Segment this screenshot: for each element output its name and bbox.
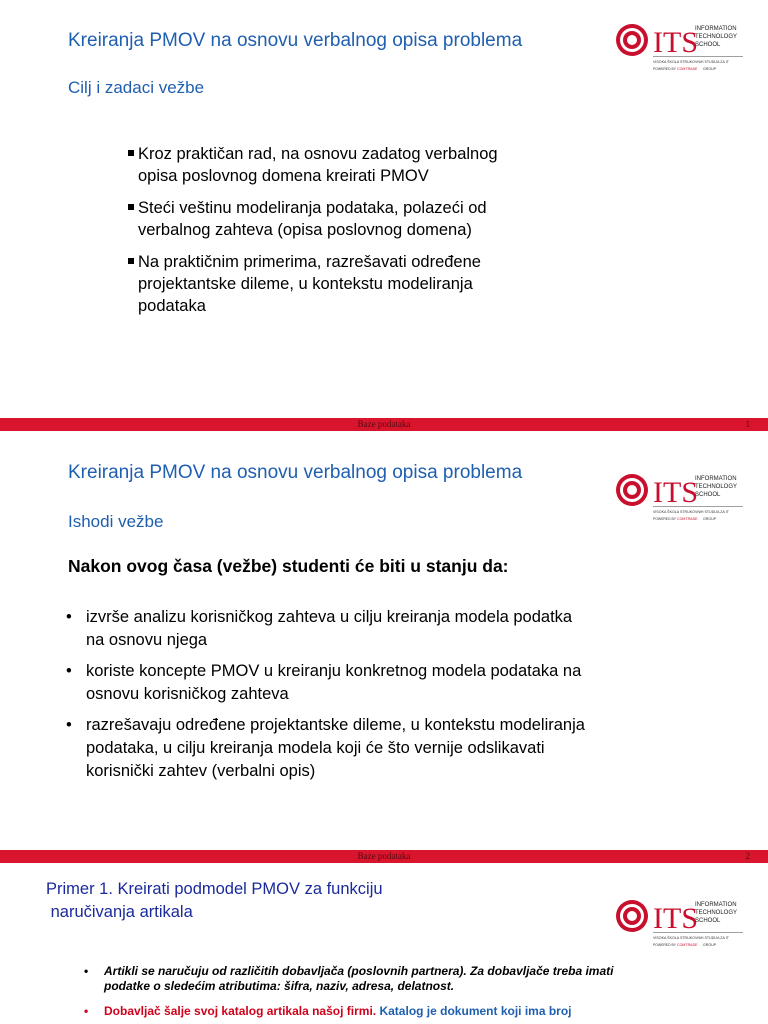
logo-brand2: GROUP bbox=[703, 943, 717, 947]
slide-1 bbox=[0, 0, 768, 432]
its-logo bbox=[615, 12, 745, 74]
logo-line3: SCHOOL bbox=[695, 918, 721, 924]
logo-line2: TECHNOLOGY bbox=[695, 34, 738, 40]
bullet-square-icon bbox=[128, 204, 134, 210]
task-list bbox=[82, 964, 722, 1024]
slide-title: Kreiranja PMOV na osnovu verbalnog opisa problema bbox=[68, 30, 523, 51]
logo-line1: INFORMATION bbox=[695, 902, 737, 908]
outcomes-list bbox=[66, 606, 686, 791]
logo-line1: INFORMATION bbox=[695, 26, 737, 32]
its-logo bbox=[615, 462, 745, 524]
bullet-dot-icon: • bbox=[84, 1004, 89, 1018]
lead-text: Nakon ovog časa (vežbe) studenti će biti u stanju da: bbox=[68, 556, 509, 576]
bullet-dot-icon: • bbox=[66, 716, 72, 734]
logo-line2: TECHNOLOGY bbox=[695, 484, 738, 490]
logo-powered: POWERED BY bbox=[653, 67, 676, 71]
red-text: Dobavljač šalje svoj katalog artikala našoj firmi. bbox=[104, 1004, 377, 1018]
list-item: • izvrše analizu korisničkog zahteva u cilju kreiranja modela podatka na osnovu njega bbox=[66, 608, 573, 649]
logo-line1: INFORMATION bbox=[695, 476, 737, 482]
slide-3 bbox=[0, 864, 768, 1024]
list-item: Steći veštinu modeliranja podataka, polazeći od verbalnog zahteva (opisa poslovnog domena) bbox=[128, 197, 588, 241]
bullet-square-icon bbox=[128, 258, 134, 264]
logo-brand1: COMTRADE bbox=[677, 67, 698, 71]
logo-letters: ITS bbox=[653, 476, 698, 509]
page-number: 1 bbox=[745, 419, 750, 429]
list-item bbox=[82, 1004, 722, 1019]
slide-2 bbox=[0, 432, 768, 864]
logo-brand2: GROUP bbox=[703, 67, 717, 71]
list-item: • koriste koncepte PMOV u kreiranju konkretnog modela podataka na osnovu korisničkog zahteva bbox=[66, 662, 582, 703]
logo-tagline: VISOKA ŠKOLA STRUKOVNIH STUDIJA ZA IT bbox=[653, 60, 729, 64]
slide-title: Kreiranja PMOV na osnovu verbalnog opisa problema bbox=[68, 462, 523, 483]
logo-powered: POWERED BY bbox=[653, 517, 676, 521]
logo-tagline: VISOKA ŠKOLA STRUKOVNIH STUDIJA ZA IT bbox=[653, 510, 729, 514]
slide-title: Primer 1. Kreirati podmodel PMOV za funkciju naručivanja artikala bbox=[46, 880, 383, 921]
logo-line3: SCHOOL bbox=[695, 492, 721, 498]
logo-brand1: COMTRADE bbox=[677, 943, 698, 947]
slide-subtitle: Cilj i zadaci vežbe bbox=[68, 78, 205, 97]
logo-line3: SCHOOL bbox=[695, 42, 721, 48]
footer-text: Baze podataka bbox=[357, 851, 411, 861]
logo-letters: ITS bbox=[653, 26, 698, 59]
bullet-dot-icon: • bbox=[84, 964, 89, 978]
bullet-dot-icon: • bbox=[66, 662, 72, 680]
goals-list bbox=[128, 143, 588, 327]
logo-brand2: GROUP bbox=[703, 517, 717, 521]
bullet-dot-icon: • bbox=[66, 608, 72, 626]
its-logo bbox=[615, 888, 745, 950]
list-item: • Artikli se naručuju od različitih dobavljača (poslovnih partnera). Za dobavljače treba imati podatke o sledećim atributima: šifra, naziv, adresa, delatnost. bbox=[84, 964, 614, 993]
list-item: Kroz praktičan rad, na osnovu zadatog verbalnog opisa poslovnog domena kreirati PMOV bbox=[128, 143, 588, 187]
logo-powered: POWERED BY bbox=[653, 943, 676, 947]
page-number: 2 bbox=[745, 851, 750, 861]
blue-text: Katalog je dokument koji ima broj bbox=[379, 1004, 572, 1018]
list-item: • razrešavaju određene projektantske dileme, u kontekstu modeliranja podataka, u cilju kreiranja modela koji će što vernije odslikavati korisnički zahtev (verbalni opis) bbox=[66, 716, 585, 780]
logo-line2: TECHNOLOGY bbox=[695, 910, 738, 916]
logo-tagline: VISOKA ŠKOLA STRUKOVNIH STUDIJA ZA IT bbox=[653, 936, 729, 940]
logo-brand1: COMTRADE bbox=[677, 517, 698, 521]
bullet-square-icon bbox=[128, 150, 134, 156]
list-item: Na praktičnim primerima, razrešavati određene projektantske dileme, u kontekstu modeliranja podataka bbox=[128, 251, 588, 317]
footer-text: Baze podataka bbox=[357, 419, 411, 429]
logo-letters: ITS bbox=[653, 902, 698, 935]
slide-subtitle: Ishodi vežbe bbox=[68, 512, 164, 531]
